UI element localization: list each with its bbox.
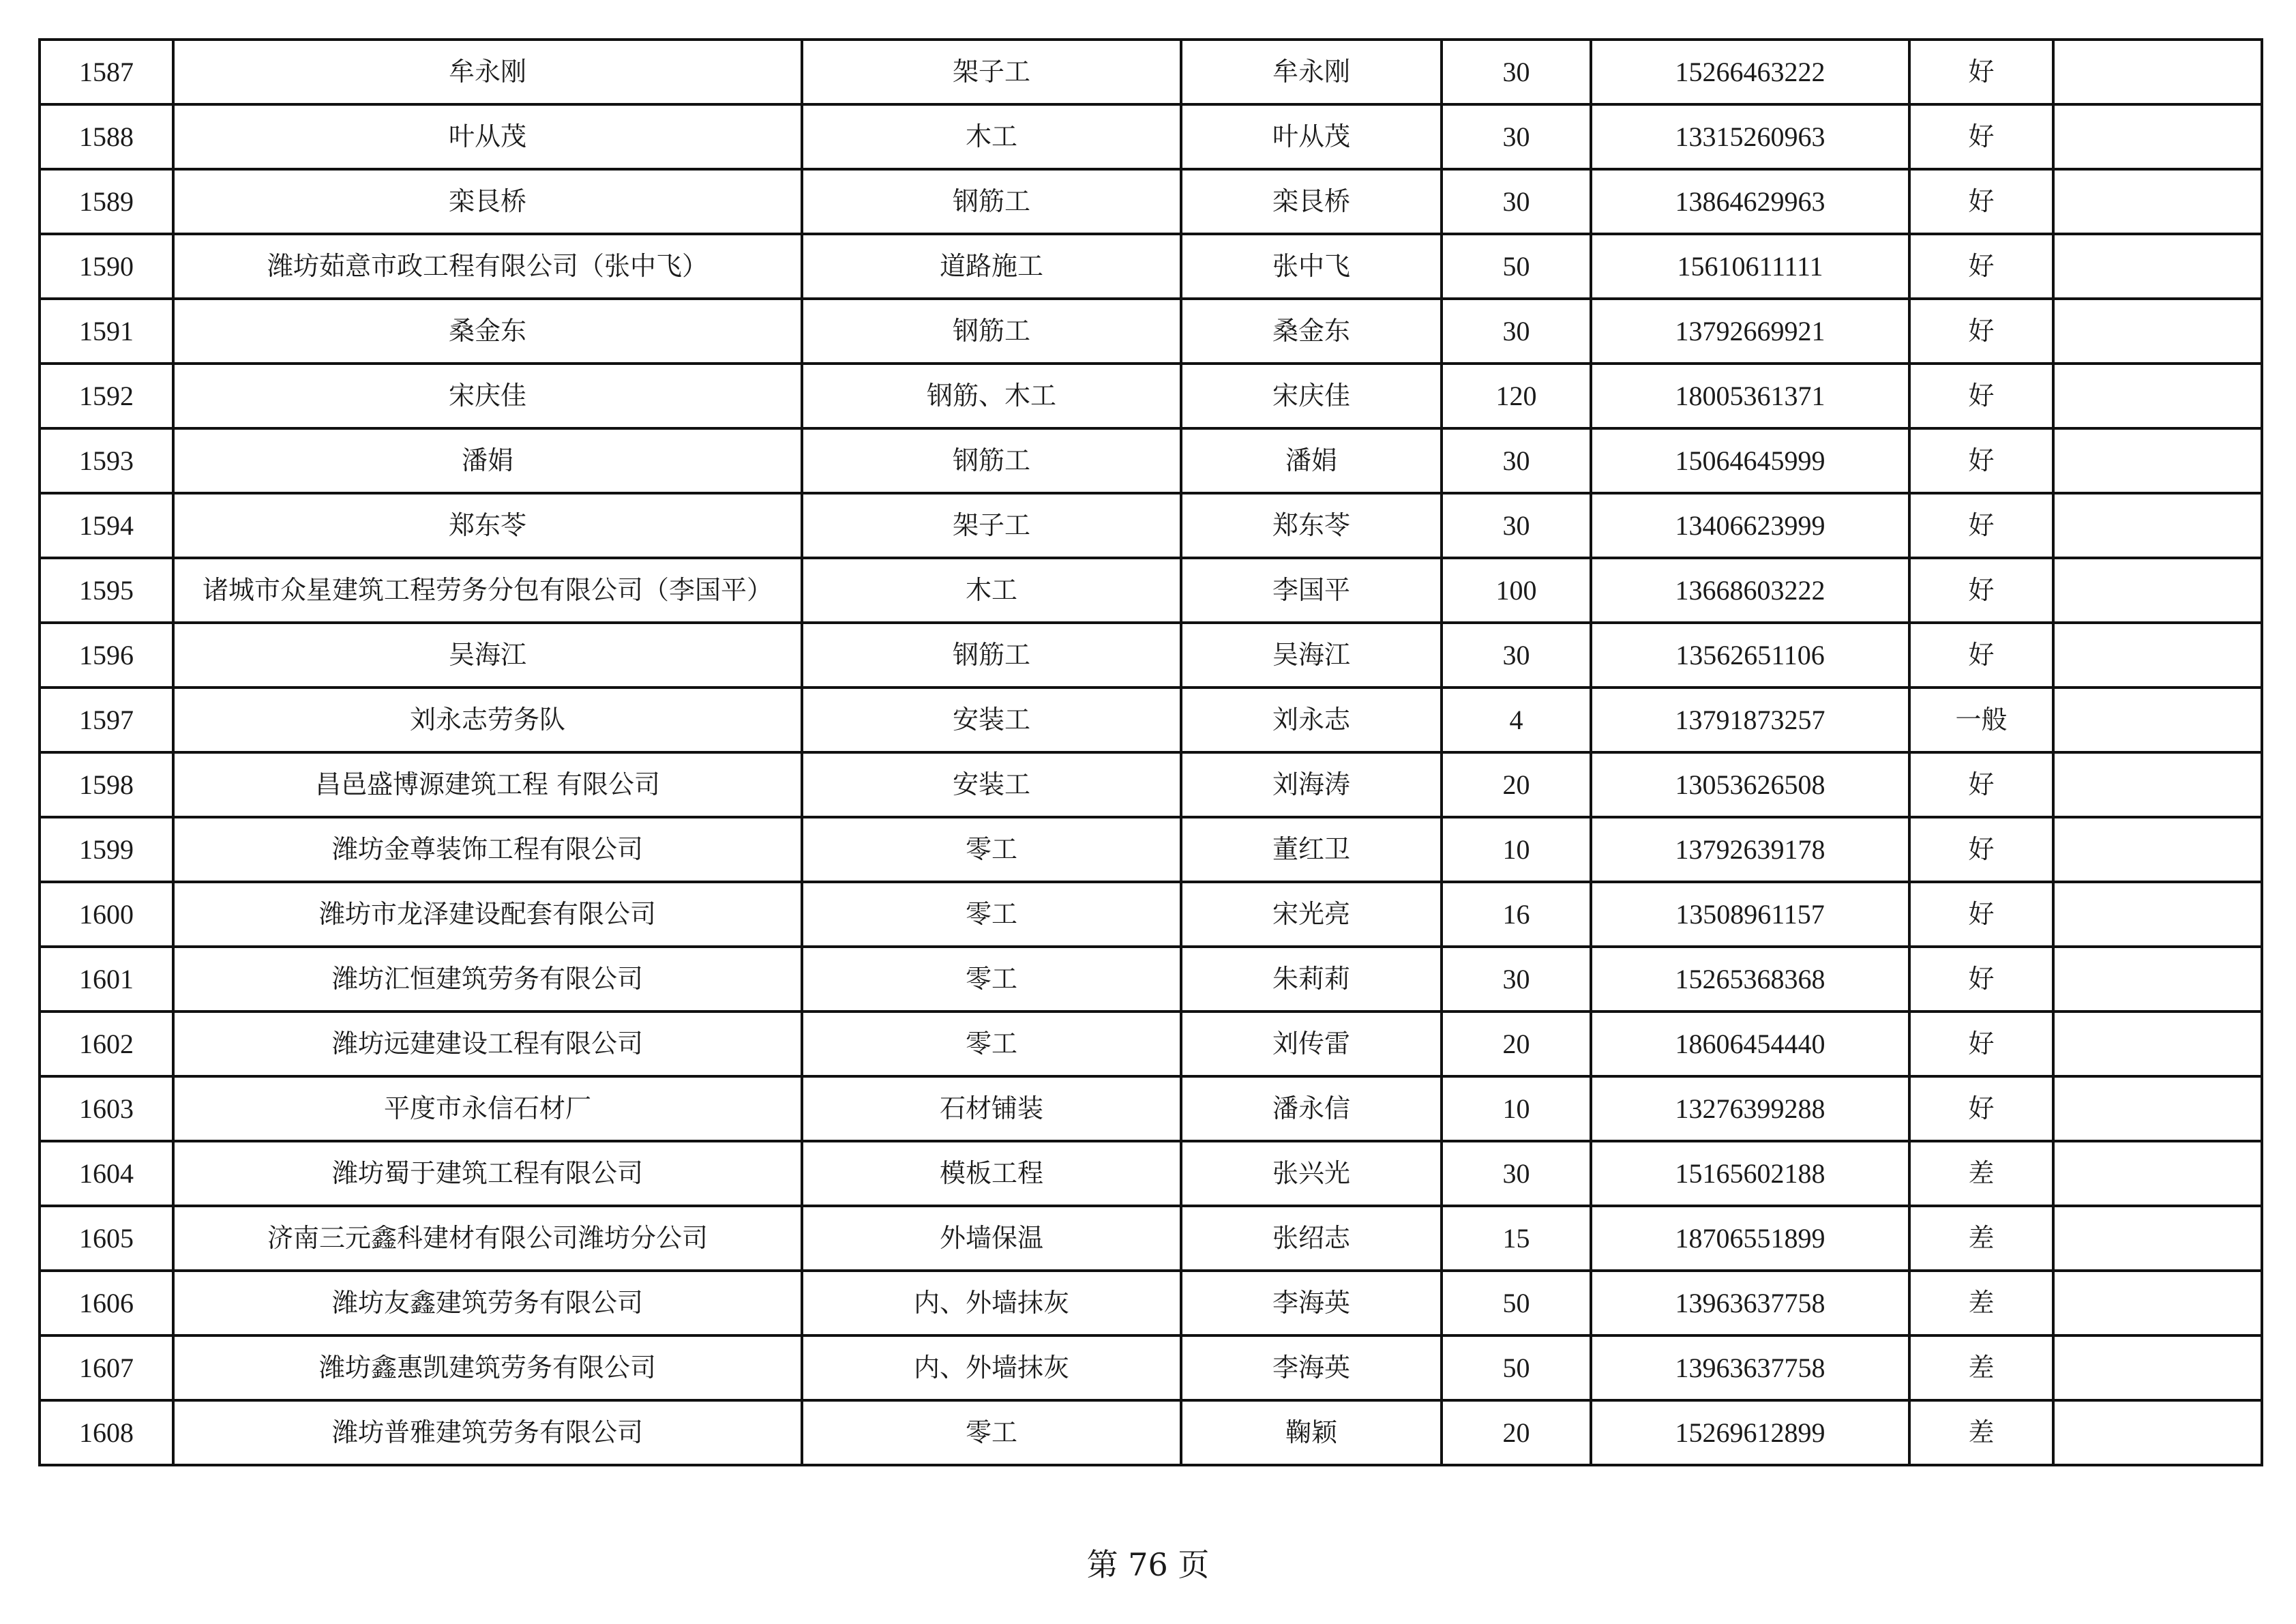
rating-cell: 好	[1909, 104, 2053, 169]
headcount-cell: 16	[1442, 882, 1591, 947]
table-row	[40, 817, 2262, 882]
rating-cell: 好	[1909, 1012, 2053, 1076]
remarks-cell	[2053, 493, 2262, 558]
rating-cell: 好	[1909, 299, 2053, 364]
headcount-cell: 20	[1442, 1400, 1591, 1465]
contractor-table	[38, 38, 2263, 1466]
phone-cell: 13864629963	[1591, 169, 1909, 234]
contact-person-cell: 张中飞	[1181, 234, 1442, 299]
remarks-cell	[2053, 1012, 2262, 1076]
table-row	[40, 1076, 2262, 1141]
row-number-cell: 1592	[40, 364, 173, 428]
rating-cell: 好	[1909, 40, 2053, 104]
contact-person-cell: 刘传雷	[1181, 1012, 1442, 1076]
company-name-cell: 潍坊市龙泽建设配套有限公司	[173, 882, 802, 947]
contact-person-cell: 牟永刚	[1181, 40, 1442, 104]
work-type-cell: 钢筋、木工	[802, 364, 1181, 428]
table-row	[40, 1206, 2262, 1271]
work-type-cell: 木工	[802, 104, 1181, 169]
phone-cell: 13963637758	[1591, 1271, 1909, 1335]
contact-person-cell: 宋庆佳	[1181, 364, 1442, 428]
rating-cell: 一般	[1909, 688, 2053, 752]
work-type-cell: 零工	[802, 1012, 1181, 1076]
company-name-cell: 潘娟	[173, 428, 802, 493]
row-number-cell: 1590	[40, 234, 173, 299]
row-number-cell: 1596	[40, 623, 173, 688]
remarks-cell	[2053, 104, 2262, 169]
phone-cell: 15265368368	[1591, 947, 1909, 1012]
phone-cell: 13508961157	[1591, 882, 1909, 947]
headcount-cell: 50	[1442, 1335, 1591, 1400]
headcount-cell: 100	[1442, 558, 1591, 623]
headcount-cell: 20	[1442, 752, 1591, 817]
work-type-cell: 零工	[802, 1400, 1181, 1465]
work-type-cell: 内、外墙抹灰	[802, 1335, 1181, 1400]
row-number-cell: 1594	[40, 493, 173, 558]
table-row	[40, 947, 2262, 1012]
company-name-cell: 潍坊汇恒建筑劳务有限公司	[173, 947, 802, 1012]
phone-cell: 13315260963	[1591, 104, 1909, 169]
rating-cell: 差	[1909, 1400, 2053, 1465]
contact-person-cell: 张兴光	[1181, 1141, 1442, 1206]
row-number-cell: 1588	[40, 104, 173, 169]
headcount-cell: 120	[1442, 364, 1591, 428]
headcount-cell: 30	[1442, 947, 1591, 1012]
rating-cell: 好	[1909, 428, 2053, 493]
work-type-cell: 架子工	[802, 493, 1181, 558]
work-type-cell: 安装工	[802, 752, 1181, 817]
table-row	[40, 299, 2262, 364]
row-number-cell: 1604	[40, 1141, 173, 1206]
remarks-cell	[2053, 688, 2262, 752]
rating-cell: 差	[1909, 1335, 2053, 1400]
headcount-cell: 30	[1442, 169, 1591, 234]
remarks-cell	[2053, 1335, 2262, 1400]
contact-person-cell: 栾艮桥	[1181, 169, 1442, 234]
company-name-cell: 潍坊普雅建筑劳务有限公司	[173, 1400, 802, 1465]
company-name-cell: 郑东苓	[173, 493, 802, 558]
work-type-cell: 钢筋工	[802, 299, 1181, 364]
page-number: 第 76 页	[1086, 1546, 1210, 1583]
rating-cell: 好	[1909, 947, 2053, 1012]
rating-cell: 差	[1909, 1271, 2053, 1335]
contact-person-cell: 桑金东	[1181, 299, 1442, 364]
remarks-cell	[2053, 40, 2262, 104]
company-name-cell: 刘永志劳务队	[173, 688, 802, 752]
work-type-cell: 木工	[802, 558, 1181, 623]
table-row	[40, 623, 2262, 688]
remarks-cell	[2053, 1400, 2262, 1465]
row-number-cell: 1606	[40, 1271, 173, 1335]
rating-cell: 好	[1909, 364, 2053, 428]
rating-cell: 好	[1909, 493, 2053, 558]
work-type-cell: 模板工程	[802, 1141, 1181, 1206]
table-row	[40, 234, 2262, 299]
work-type-cell: 零工	[802, 882, 1181, 947]
row-number-cell: 1608	[40, 1400, 173, 1465]
phone-cell: 15266463222	[1591, 40, 1909, 104]
table-row	[40, 428, 2262, 493]
table-row	[40, 1141, 2262, 1206]
rating-cell: 好	[1909, 817, 2053, 882]
table-row	[40, 1335, 2262, 1400]
company-name-cell: 栾艮桥	[173, 169, 802, 234]
remarks-cell	[2053, 428, 2262, 493]
phone-cell: 15064645999	[1591, 428, 1909, 493]
headcount-cell: 50	[1442, 1271, 1591, 1335]
rating-cell: 好	[1909, 558, 2053, 623]
phone-cell: 13668603222	[1591, 558, 1909, 623]
company-name-cell: 平度市永信石材厂	[173, 1076, 802, 1141]
company-name-cell: 牟永刚	[173, 40, 802, 104]
contact-person-cell: 叶从茂	[1181, 104, 1442, 169]
work-type-cell: 外墙保温	[802, 1206, 1181, 1271]
table-row	[40, 1012, 2262, 1076]
phone-cell: 18706551899	[1591, 1206, 1909, 1271]
row-number-cell: 1595	[40, 558, 173, 623]
phone-cell: 13963637758	[1591, 1335, 1909, 1400]
work-type-cell: 石材铺装	[802, 1076, 1181, 1141]
work-type-cell: 零工	[802, 947, 1181, 1012]
remarks-cell	[2053, 299, 2262, 364]
remarks-cell	[2053, 1271, 2262, 1335]
table-row	[40, 882, 2262, 947]
headcount-cell: 20	[1442, 1012, 1591, 1076]
remarks-cell	[2053, 1076, 2262, 1141]
row-number-cell: 1598	[40, 752, 173, 817]
work-type-cell: 安装工	[802, 688, 1181, 752]
work-type-cell: 架子工	[802, 40, 1181, 104]
row-number-cell: 1591	[40, 299, 173, 364]
phone-cell: 18606454440	[1591, 1012, 1909, 1076]
company-name-cell: 诸城市众星建筑工程劳务分包有限公司（李国平）	[173, 558, 802, 623]
contact-person-cell: 董红卫	[1181, 817, 1442, 882]
work-type-cell: 道路施工	[802, 234, 1181, 299]
row-number-cell: 1587	[40, 40, 173, 104]
company-name-cell: 潍坊友鑫建筑劳务有限公司	[173, 1271, 802, 1335]
row-number-cell: 1589	[40, 169, 173, 234]
table-row	[40, 752, 2262, 817]
headcount-cell: 10	[1442, 817, 1591, 882]
remarks-cell	[2053, 752, 2262, 817]
remarks-cell	[2053, 1141, 2262, 1206]
row-number-cell: 1605	[40, 1206, 173, 1271]
headcount-cell: 30	[1442, 623, 1591, 688]
contact-person-cell: 李海英	[1181, 1335, 1442, 1400]
row-number-cell: 1600	[40, 882, 173, 947]
company-name-cell: 昌邑盛博源建筑工程 有限公司	[173, 752, 802, 817]
company-name-cell: 潍坊鑫惠凯建筑劳务有限公司	[173, 1335, 802, 1400]
headcount-cell: 30	[1442, 428, 1591, 493]
table-row	[40, 364, 2262, 428]
phone-cell: 15165602188	[1591, 1141, 1909, 1206]
phone-cell: 13791873257	[1591, 688, 1909, 752]
phone-cell: 13053626508	[1591, 752, 1909, 817]
row-number-cell: 1607	[40, 1335, 173, 1400]
contact-person-cell: 张绍志	[1181, 1206, 1442, 1271]
remarks-cell	[2053, 1206, 2262, 1271]
table-row	[40, 493, 2262, 558]
rating-cell: 好	[1909, 752, 2053, 817]
rating-cell: 差	[1909, 1141, 2053, 1206]
contact-person-cell: 李海英	[1181, 1271, 1442, 1335]
table-row	[40, 688, 2262, 752]
company-name-cell: 潍坊蜀于建筑工程有限公司	[173, 1141, 802, 1206]
phone-cell: 15269612899	[1591, 1400, 1909, 1465]
company-name-cell: 桑金东	[173, 299, 802, 364]
contact-person-cell: 刘永志	[1181, 688, 1442, 752]
work-type-cell: 内、外墙抹灰	[802, 1271, 1181, 1335]
contact-person-cell: 吴海江	[1181, 623, 1442, 688]
remarks-cell	[2053, 169, 2262, 234]
headcount-cell: 30	[1442, 40, 1591, 104]
remarks-cell	[2053, 623, 2262, 688]
headcount-cell: 50	[1442, 234, 1591, 299]
work-type-cell: 钢筋工	[802, 623, 1181, 688]
contact-person-cell: 刘海涛	[1181, 752, 1442, 817]
work-type-cell: 零工	[802, 817, 1181, 882]
phone-cell: 13406623999	[1591, 493, 1909, 558]
table-row	[40, 1400, 2262, 1465]
contact-person-cell: 李国平	[1181, 558, 1442, 623]
contact-person-cell: 鞠颖	[1181, 1400, 1442, 1465]
rating-cell: 好	[1909, 1076, 2053, 1141]
rating-cell: 好	[1909, 234, 2053, 299]
remarks-cell	[2053, 947, 2262, 1012]
company-name-cell: 宋庆佳	[173, 364, 802, 428]
row-number-cell: 1601	[40, 947, 173, 1012]
work-type-cell: 钢筋工	[802, 169, 1181, 234]
company-name-cell: 潍坊远建建设工程有限公司	[173, 1012, 802, 1076]
remarks-cell	[2053, 234, 2262, 299]
table-row	[40, 104, 2262, 169]
headcount-cell: 30	[1442, 299, 1591, 364]
headcount-cell: 30	[1442, 104, 1591, 169]
company-name-cell: 济南三元鑫科建材有限公司潍坊分公司	[173, 1206, 802, 1271]
contact-person-cell: 宋光亮	[1181, 882, 1442, 947]
headcount-cell: 15	[1442, 1206, 1591, 1271]
row-number-cell: 1597	[40, 688, 173, 752]
company-name-cell: 潍坊茹意市政工程有限公司（张中飞）	[173, 234, 802, 299]
phone-cell: 13562651106	[1591, 623, 1909, 688]
table-row	[40, 169, 2262, 234]
headcount-cell: 30	[1442, 493, 1591, 558]
remarks-cell	[2053, 817, 2262, 882]
row-number-cell: 1603	[40, 1076, 173, 1141]
table-row	[40, 40, 2262, 104]
phone-cell: 13792669921	[1591, 299, 1909, 364]
row-number-cell: 1599	[40, 817, 173, 882]
remarks-cell	[2053, 558, 2262, 623]
remarks-cell	[2053, 364, 2262, 428]
phone-cell: 18005361371	[1591, 364, 1909, 428]
work-type-cell: 钢筋工	[802, 428, 1181, 493]
contact-person-cell: 潘娟	[1181, 428, 1442, 493]
company-name-cell: 叶从茂	[173, 104, 802, 169]
table-row	[40, 558, 2262, 623]
phone-cell: 13792639178	[1591, 817, 1909, 882]
phone-cell: 13276399288	[1591, 1076, 1909, 1141]
headcount-cell: 10	[1442, 1076, 1591, 1141]
row-number-cell: 1602	[40, 1012, 173, 1076]
row-number-cell: 1593	[40, 428, 173, 493]
contact-person-cell: 潘永信	[1181, 1076, 1442, 1141]
contact-person-cell: 郑东苓	[1181, 493, 1442, 558]
table-row	[40, 1271, 2262, 1335]
company-name-cell: 潍坊金尊装饰工程有限公司	[173, 817, 802, 882]
contact-person-cell: 朱莉莉	[1181, 947, 1442, 1012]
table-body	[40, 40, 2262, 1465]
company-name-cell: 吴海江	[173, 623, 802, 688]
rating-cell: 好	[1909, 623, 2053, 688]
remarks-cell	[2053, 882, 2262, 947]
headcount-cell: 30	[1442, 1141, 1591, 1206]
headcount-cell: 4	[1442, 688, 1591, 752]
rating-cell: 好	[1909, 169, 2053, 234]
phone-cell: 15610611111	[1591, 234, 1909, 299]
rating-cell: 差	[1909, 1206, 2053, 1271]
rating-cell: 好	[1909, 882, 2053, 947]
